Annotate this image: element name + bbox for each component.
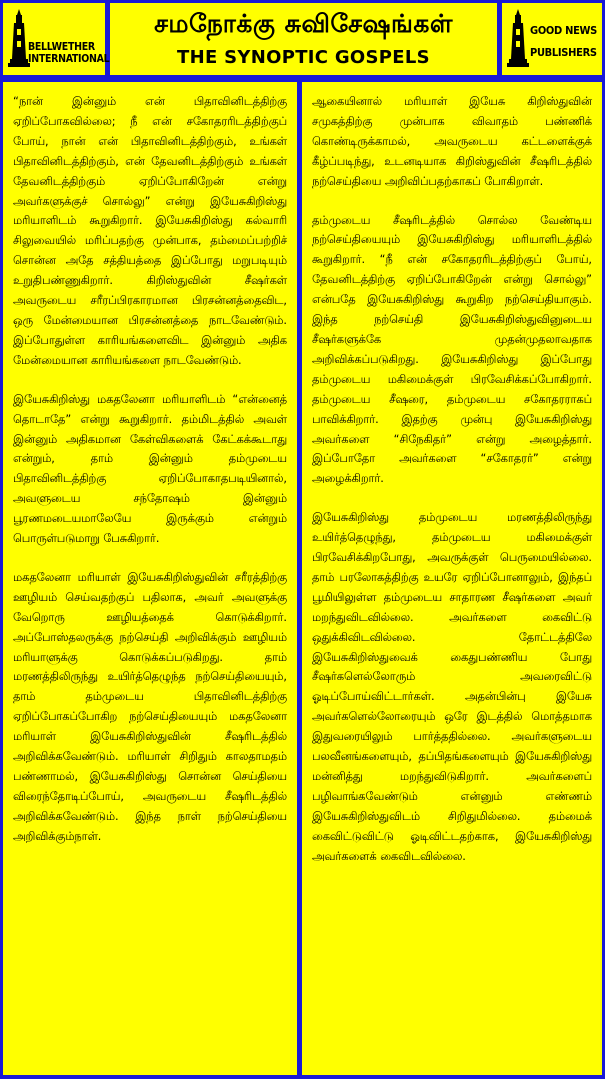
- right-paragraph-2: தம்முடைய சீஷரிடத்தில் சொல்ல வேண்டிய நற்செய்தியையும் இயேசுகிறிஸ்து மரியாளிடத்தில் கூறுகிறார். “நீ என் சகோதரரிடத்திற்குப் போய், தேவனிடத்திற்கு ஏறிப்போகிறேன் என்று சொல்லு” என்பதே இயேசுகிறிஸ்து கூறுகிற நற்செய்தியாகும். இந்த நற்செய்தி இயேசுகிறிஸ்துவினுடைய சீஷர்களுக்கே முதன்முதலாவதாக அறிவிக்கப்படுகிறது. இயேசுகிறிஸ்து இப்போது தம்முடைய மகிமைக்குள் பிரவேசிக்கப்போகிறார். தம்முடைய சீஷரை, தம்முடைய சகோதரராகப் பாவிக்கிறார். இதற்கு முன்பு இயேசுகிறிஸ்து அவர்களை “சிநேகிதர்” என்று அழைத்தார். இப்போதோ அவர்களை “சகோதரர்” என்று அழைக்கிறார்.: [312, 213, 592, 486]
- good-news-line2: PUBLISHERS: [530, 46, 597, 59]
- good-news-line1: GOOD NEWS: [530, 24, 597, 37]
- good-news-logo: [507, 9, 597, 69]
- left-paragraph-1: “நான் இன்னும் என் பிதாவினிடத்திற்கு ஏறிப்போகவில்லை; நீ என் சகோதரரிடத்திற்குப் போய், நான் என் பிதாவினிடத்திற்கும், உங்கள் பிதாவினிடத்திற்கும், என் தேவனிடத்திற்கும் உங்கள் தேவனிடத்திற்கும் ஏறிப்போகிறேன் என்று அவர்களுக்குச் சொல்லு” என்று இயேசுகிறிஸ்து மரியாளிடம் கூறுகிறார். இயேசுகிறிஸ்து கல்வாரி சிலுவையில் மரிப்பதற்கு முன்பாக, தம்மைப்பற்றிச் சொன்ன அதே சத்தியத்தை இப்போது மறுபடியும் உறுதிபண்ணுகிறார். கிறிஸ்துவின் சீஷர்கள் அவருடைய சரீரப்பிரகாரமான பிரசன்னத்தைவிட, ஒரு மேன்மையான பிரசன்னத்தை நாடவேண்டும். இப்போதுள்ள காரியங்களைவிட இன்னும் அதிக மேன்மையான காரியங்களை நாடவேண்டும்.: [13, 95, 287, 367]
- tower-logo-icon: [8, 9, 30, 67]
- bellwether-line1: BELLWETHER: [28, 41, 95, 53]
- tower-logo-icon: [507, 9, 529, 67]
- bellwether-logo: [8, 9, 110, 69]
- header: [3, 3, 602, 75]
- right-column: [302, 82, 602, 1075]
- right-paragraph-3: இயேசுகிறிஸ்து தம்முடைய மரணத்திலிருந்து உயிர்த்தெழுந்து, தம்முடைய மகிமைக்குள் பிரவேசிக்கிறபோது, அவருக்குள் பெருமையில்லை. தாம் பரலோகத்திற்கு உயரே ஏறிப்போனாலும், இந்தப் பூமியிலுள்ள தம்முடைய சாதாரண சீஷர்களை அவர் மறந்துவிடவில்லை. அவர்களை கைவிட்டு ஒதுக்கிவிடவில்லை. தோட்டத்திலே இயேசுகிறிஸ்துவைக் கைதுபண்ணிய போது சீஷர்களெல்லோரும் அவரைவிட்டு ஓடிப்போய்விட்டார்கள். அதன்பின்பு இயேசு அவர்களெல்லோரையும் ஒரே இடத்தில் மொத்தமாக இதுவரையிலும் பார்த்ததில்லை. அவர்களுடைய பலவீனங்களையும், தப்பிதங்களையும் இயேசுகிறிஸ்து மன்னித்து மறந்துவிடுகிறார். அவர்களைப் பழிவாங்கவேண்டும் என்னும் எண்ணம் இயேசுகிறிஸ்துவிடம் சிறிதுமில்லை. தம்மைக் கைவிட்டுவிட்டு ஓடிவிட்டதற்காக, இயேசுகிறிஸ்து அவர்களைக் கைவிடவில்லை.: [312, 511, 592, 863]
- left-logo-box: [3, 3, 110, 75]
- bellwether-line2: INTERNATIONAL: [28, 53, 110, 65]
- left-paragraph-3: மகதலேனா மரியாள் இயேசுகிறிஸ்துவின் சரீரத்திற்கு ஊழியம் செய்வதற்குப் பதிலாக, அவர் அவளுக்கு வேறொரு ஊழியத்தைக் கொடுக்கிறார். அப்போஸ்தலருக்கு நற்செய்தி அறிவிக்கும் ஊழியம் மரியாளுக்கு கொடுக்கப்படுகிறது. தாம் மரணத்திலிருந்து உயிர்த்தெழுந்த நற்செய்தியையும், தாம் தம்முடைய பிதாவினிடத்திற்கு ஏறிப்போகப்போகிற நற்செய்தியையும் மகதலேனா மரியாள் இயேசுகிறிஸ்துவின் சீஷரிடத்தில் அறிவிக்கவேண்டும். மரியாள் சிறிதும் காலதாமதம் பண்ணாமல், இயேசுகிறிஸ்து சொன்ன செய்தியை விரைந்தோடிப்போய், அவருடைய சீஷரிடத்தில் அறிவிக்கவேண்டும். இந்த நாள் நற்செய்தியை அறிவிக்கும்நாள்.: [13, 570, 287, 843]
- title-english: THE SYNOPTIC GOSPELS: [177, 47, 430, 68]
- left-column: [3, 82, 297, 1075]
- left-paragraph-2: இயேசுகிறிஸ்து மகதலேனா மரியாளிடம் “என்னைத் தொடாதே” என்று கூறுகிறார். தம்மிடத்தில் அவள் இன்னும் அதிகமான கேள்விகளைக் கேட்கக்கூடாது என்றும், தாம் இன்னும் தம்முடைய பிதாவினிடத்திற்கு ஏறிப்போகாதபடியினால், அவளுடைய சந்தோஷம் இன்னும் பூரணமடையமாலேயே இருக்கும் என்றும் பொருள்படுமாறு பேசுகிறார்.: [13, 392, 287, 546]
- title-tamil: சமநோக்கு சுவிசேஷங்கள்: [154, 9, 453, 38]
- right-paragraph-1: ஆகையினால் மரியாள் இயேசு கிறிஸ்துவின் சமுகத்திற்கு முன்பாக விவாதம் பண்ணிக் கொண்டிருக்காமல், அவருடைய கட்டளைக்குக் கீழ்ப்படிந்து, உடனடியாக கிறிஸ்துவின் சீஷரிடத்தில் நற்செய்தியை அறிவிப்பதற்காகப் போகிறாள்.: [312, 95, 592, 188]
- title-box: [110, 3, 497, 75]
- right-logo-box: [502, 3, 602, 75]
